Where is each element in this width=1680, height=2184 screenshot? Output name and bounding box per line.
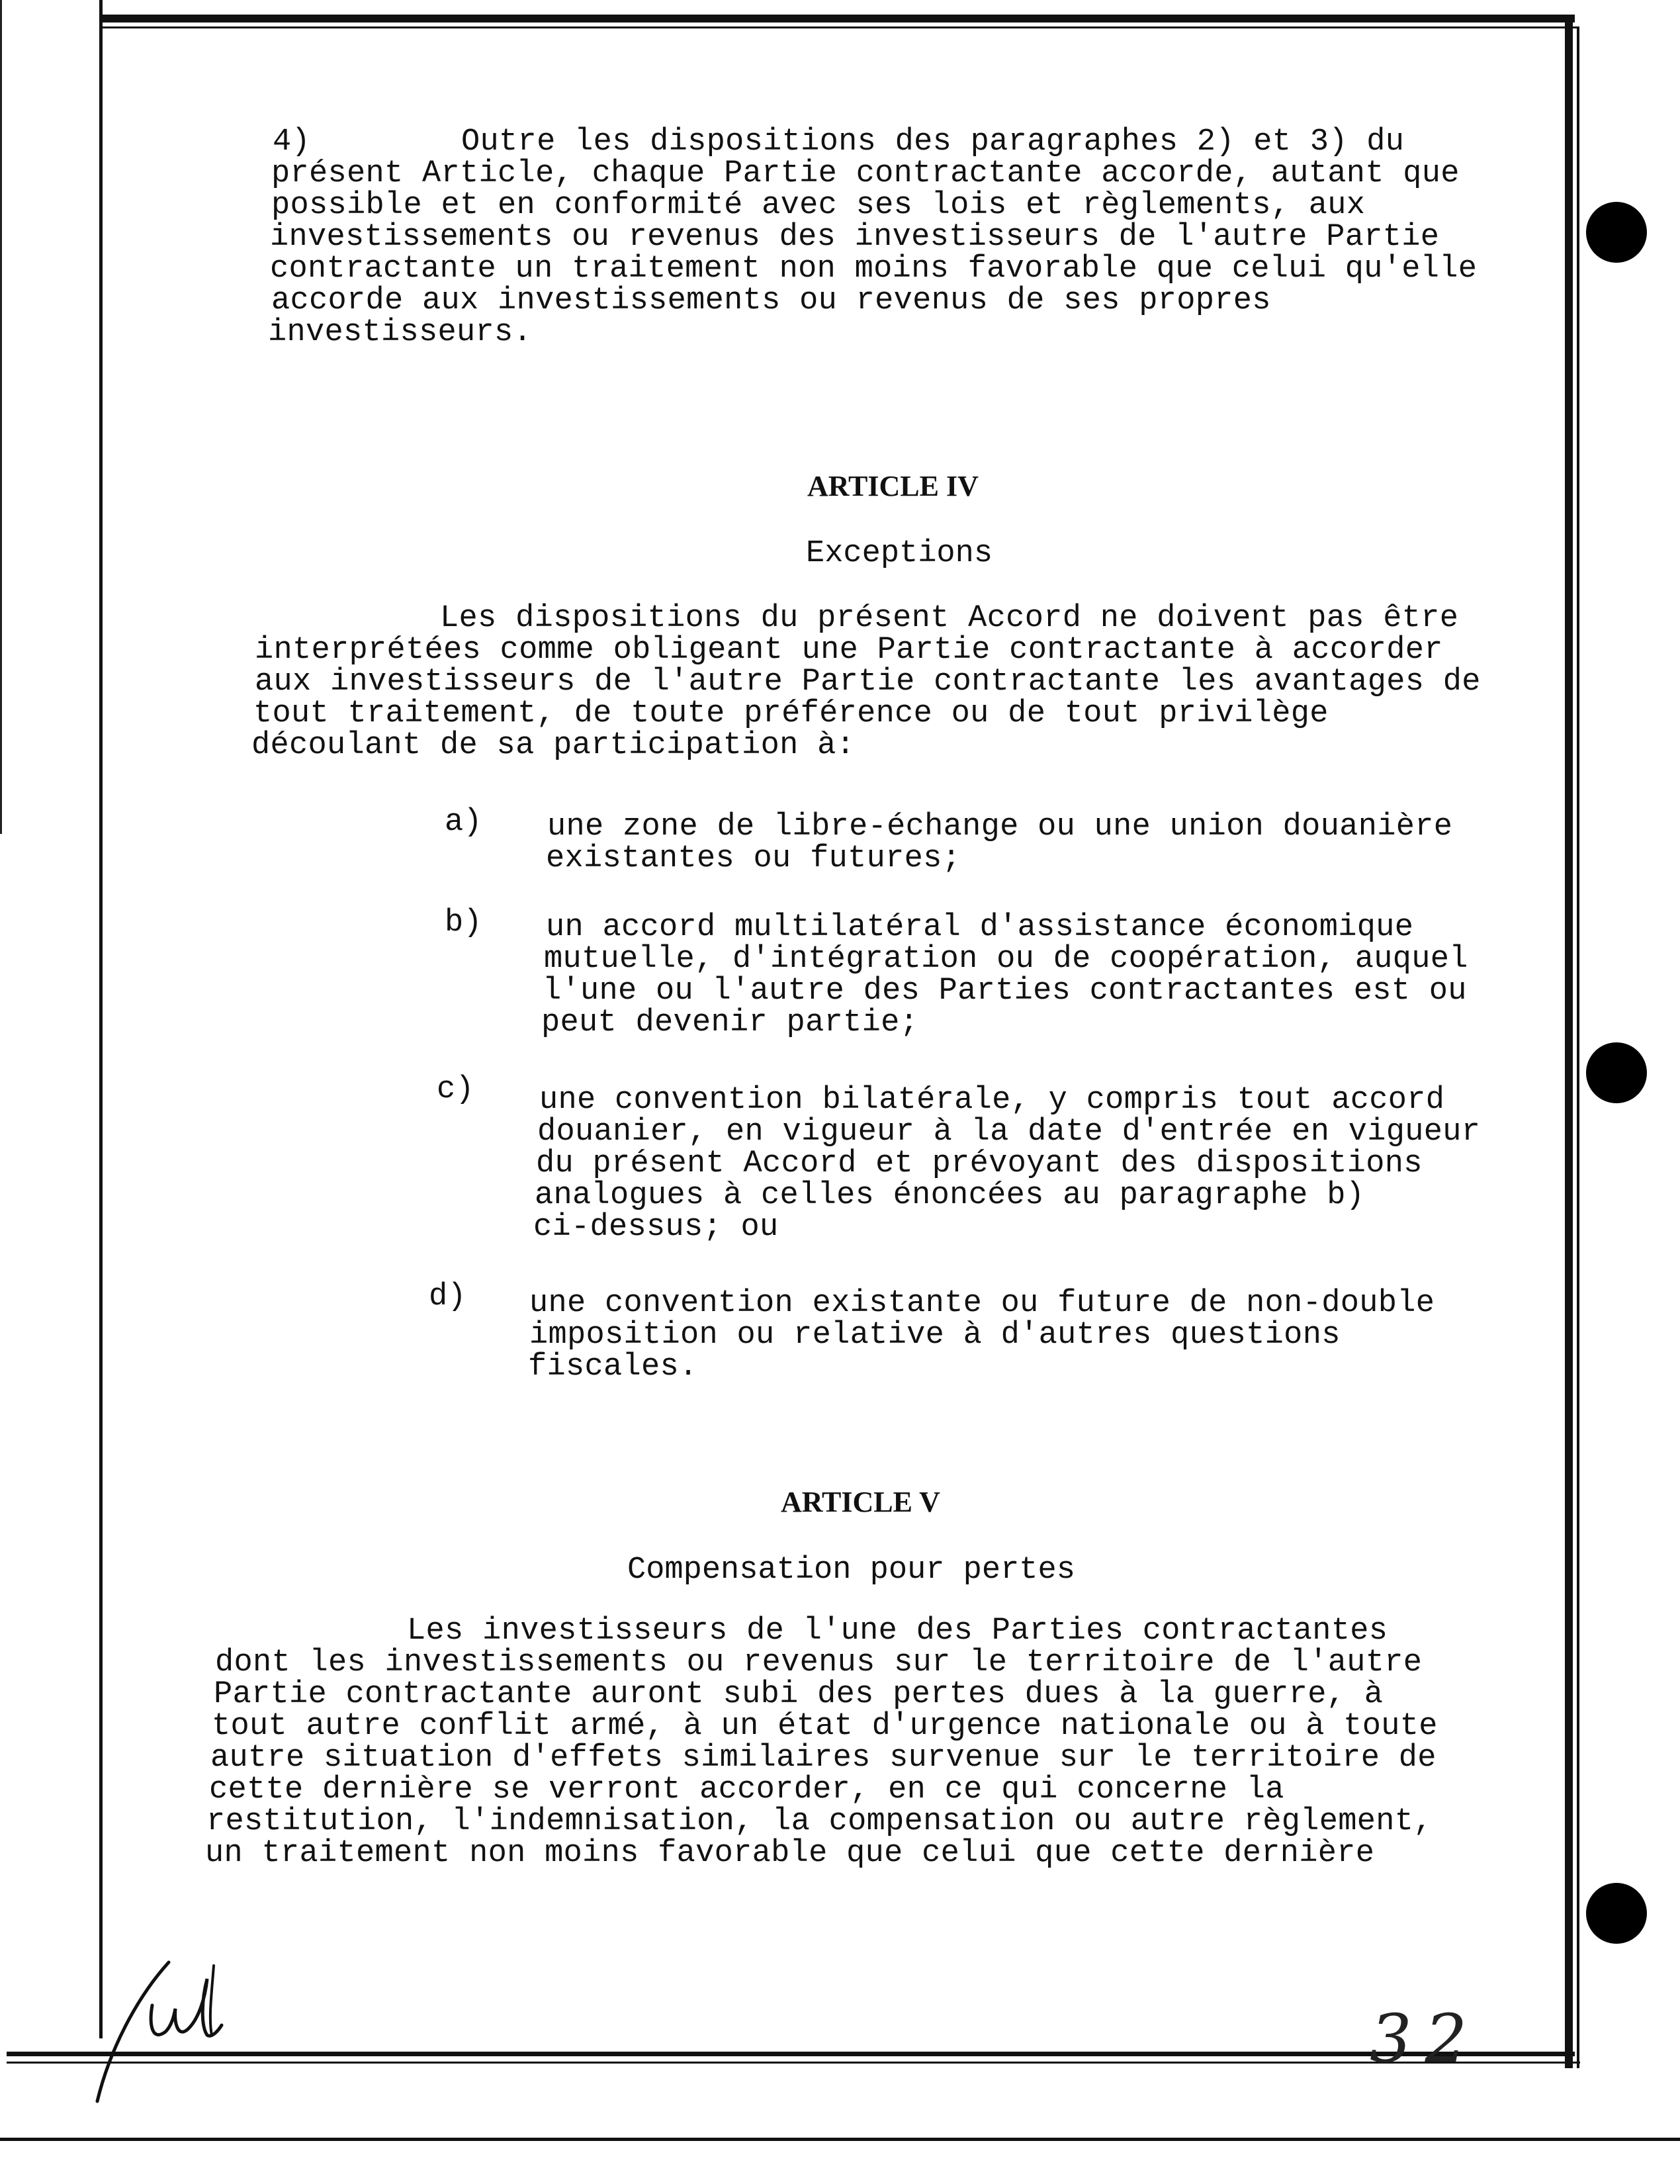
frame-top-border	[99, 15, 1575, 23]
list-item-line: un accord multilatéral d'assistance économique	[546, 910, 1414, 945]
scan-edge-left	[0, 0, 2, 834]
para4-line: accorde aux investissements ou revenus de ses propres	[271, 283, 1271, 318]
article-v-line: un traitement non moins favorable que celui que cette dernière	[205, 1836, 1375, 1871]
article-iv-intro-line: tout traitement, de toute préférence ou de tout privilège	[253, 696, 1329, 731]
article-iv-subheading: Exceptions	[806, 536, 993, 571]
article-v-line: Partie contractante auront subi des pertes dues à la guerre, à	[214, 1677, 1384, 1712]
list-item-line: mutuelle, d'intégration ou de coopération, auquel	[544, 942, 1468, 977]
para4-line: contractante un traitement non moins favorable que celui qu'elle	[270, 251, 1478, 287]
next-page-edge	[0, 2138, 1680, 2184]
article-v-line: restitution, l'indemnisation, la compensation ou autre règlement,	[206, 1804, 1433, 1839]
para4-line: 4) Outre les dispositions des paragraphes 2) et 3) du	[273, 124, 1405, 159]
frame-right-border-outer	[1577, 26, 1579, 2068]
list-item-line: ci-dessus; ou	[533, 1210, 779, 1245]
list-item-line: existantes ou futures;	[546, 841, 961, 876]
binder-hole-top	[1586, 202, 1647, 263]
list-item-line: peut devenir partie;	[541, 1005, 919, 1040]
frame-top-border-inner	[99, 26, 1578, 28]
list-item-line: imposition ou relative à d'autres questions	[529, 1318, 1341, 1353]
list-item-line: une convention existante ou future de non-double	[529, 1286, 1435, 1321]
list-item-line: une zone de libre-échange ou une union douanière	[547, 809, 1453, 844]
list-item-line: analogues à celles énoncées au paragraphe b)	[535, 1178, 1365, 1213]
frame-left-border	[99, 0, 103, 2038]
para4-line: possible et en conformité avec ses lois et règlements, aux	[271, 188, 1366, 223]
article-v-subheading: Compensation pour pertes	[627, 1553, 1075, 1588]
page-number-text: 32	[1370, 2000, 1481, 2077]
list-item-label: a)	[445, 805, 482, 840]
handwritten-page-number	[1356, 1999, 1509, 2078]
frame-right-border	[1565, 20, 1573, 2068]
list-item-line: l'une ou l'autre des Parties contractantes est ou	[543, 974, 1467, 1009]
list-item-line: fiscales.	[528, 1349, 698, 1385]
handwritten-signature	[89, 1952, 268, 2105]
list-item-label: d)	[429, 1279, 466, 1314]
article-v-line: autre situation d'effets similaires survenue sur le territoire de	[210, 1741, 1437, 1776]
article-v-heading: ARTICLE V	[781, 1486, 940, 1518]
article-v-line: cette dernière se verront accorder, en ce qui concerne la	[209, 1772, 1284, 1807]
article-iv-heading: ARTICLE IV	[807, 470, 979, 502]
para4-line: investissements ou revenus des investisseurs de l'autre Partie	[270, 220, 1440, 255]
article-v-line: dont les investissements ou revenus sur le territoire de l'autre	[215, 1645, 1423, 1680]
article-iv-intro-line: Les dispositions du présent Accord ne doivent pas être	[251, 601, 1459, 636]
article-iv-intro-line: interprétées comme obligeant une Partie contractante à accorder	[255, 633, 1443, 668]
binder-hole-bottom	[1586, 1883, 1647, 1944]
list-item-label: c)	[437, 1072, 474, 1107]
article-v-line: Les investisseurs de l'une des Parties contractantes	[218, 1614, 1388, 1649]
list-item-label: b)	[445, 905, 482, 940]
para4-line: présent Article, chaque Partie contractante accorde, autant que	[271, 156, 1460, 191]
article-iv-intro-line: découlant de sa participation à:	[251, 728, 856, 763]
para4-line: investisseurs.	[268, 315, 533, 350]
binder-hole-middle	[1586, 1042, 1647, 1103]
article-v-line: tout autre conflit armé, à un état d'urgence nationale ou à toute	[212, 1709, 1438, 1744]
article-iv-intro-line: aux investisseurs de l'autre Partie contractante les avantages de	[255, 664, 1481, 700]
list-item-line: douanier, en vigueur à la date d'entrée en vigueur	[537, 1115, 1481, 1150]
list-item-line: du présent Accord et prévoyant des dispositions	[536, 1146, 1423, 1181]
list-item-line: une convention bilatérale, y compris tout accord	[539, 1083, 1445, 1118]
